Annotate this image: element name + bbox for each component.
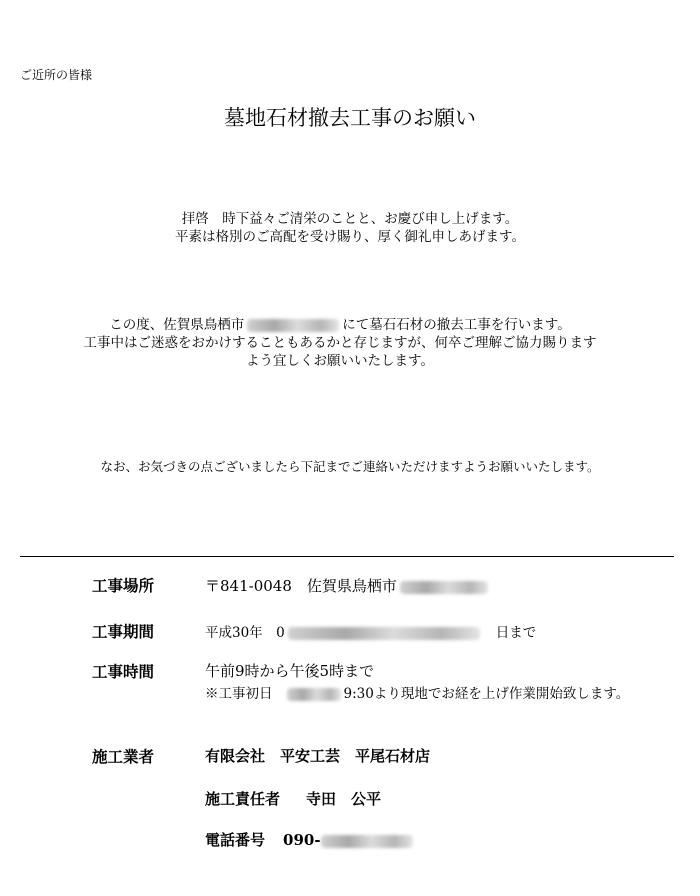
- manager-label: 施工責任者: [205, 790, 281, 808]
- greeting-line-1: 拝啓 時下益々ご清栄のことと、お慶び申し上げます。: [181, 211, 519, 227]
- body-line-3: よう宜しくお願いいたします。: [246, 353, 434, 369]
- greeting-paragraph: [0, 210, 700, 246]
- location-value: [205, 575, 491, 596]
- phone-prefix: 090-: [283, 831, 321, 849]
- page-title: 墓地石材撤去工事のお願い: [224, 106, 476, 130]
- body-paragraph: [20, 316, 660, 370]
- phone-row: [205, 829, 416, 850]
- location-text: 〒841-0048 佐賀県鳥栖市: [205, 577, 397, 595]
- contractor-value: 有限会社 平安工芸 平尾石材店: [205, 747, 431, 765]
- period-value: [205, 621, 536, 641]
- body-line-2: 工事中はご迷惑をおかけすることもあるかと存じますが、何卒ご理解ご協力賜ります: [83, 335, 597, 351]
- hours-note-start: ※工事初日: [205, 686, 273, 702]
- hours-value: 午前9時から午後5時まで: [205, 662, 375, 680]
- manager-row: [205, 788, 381, 809]
- body-line-1-start: この度、佐賀県鳥栖市: [109, 317, 245, 333]
- redacted-first-day: [287, 688, 341, 701]
- period-end: 日まで: [495, 625, 537, 641]
- phone-label: 電話番号: [205, 831, 266, 849]
- redacted-phone: [321, 835, 413, 848]
- manager-name: 寺田 公平: [306, 790, 382, 808]
- greeting-line-2: 平素は格別のご高配を受け賜り、厚く御礼申しあげます。: [175, 229, 525, 245]
- body-line-1: [20, 316, 660, 334]
- addressee: ご近所の皆様: [20, 68, 93, 82]
- location-label: 工事場所: [92, 576, 155, 595]
- period-label: 工事期間: [92, 622, 155, 641]
- hours-note-end: 9:30より現地でお経を上げ作業開始致します。: [343, 686, 630, 702]
- redacted-period: [288, 627, 480, 640]
- closing-note: なお、お気づきの点ございましたら下記までご連絡いただけますようお願いいたします。: [100, 459, 600, 474]
- period-start: 平成30年 0: [205, 625, 285, 641]
- redacted-location: [400, 581, 488, 594]
- redacted-address: [247, 319, 339, 332]
- hours-label: 工事時間: [92, 662, 155, 681]
- contractor-label: 施工業者: [92, 747, 155, 766]
- hours-note: [205, 682, 629, 702]
- section-divider: [20, 556, 674, 557]
- body-line-1-end: にて墓石石材の撤去工事を行います。: [342, 317, 571, 333]
